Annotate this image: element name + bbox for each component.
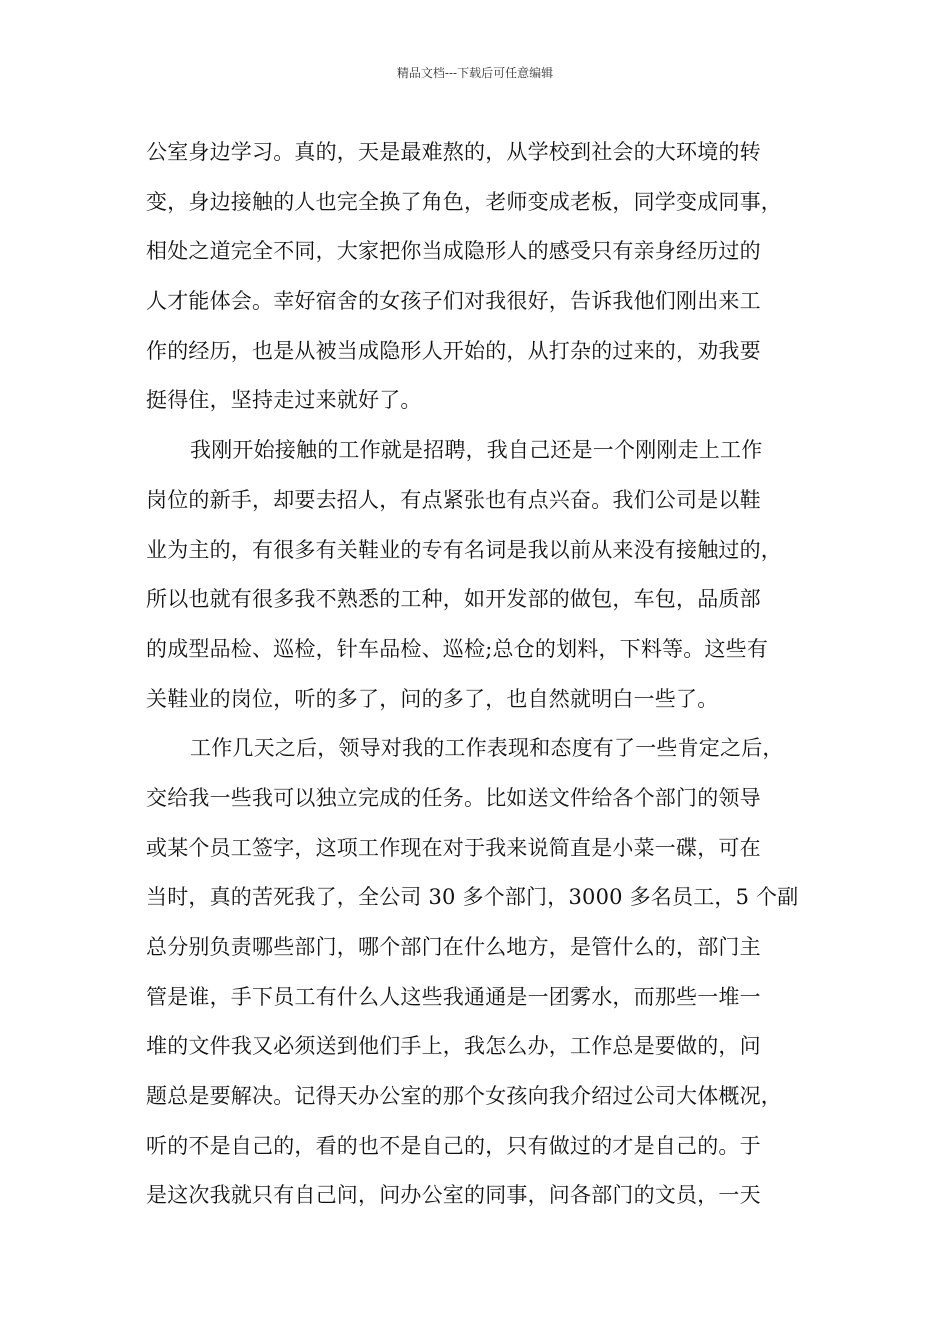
text-line: 管是谁，手下员工有什么人这些我通通是一团雾水，而那些一堆一	[146, 984, 761, 1009]
paragraph-first-line: 我刚开始接触的工作就是招聘，我自己还是一个刚刚走上工作	[190, 438, 763, 463]
text-line: 听的不是自己的，看的也不是自己的，只有做过的才是自己的。于	[146, 1133, 761, 1158]
text-line: 堆的文件我又必须送到他们手上，我怎么办，工作总是要做的，问	[146, 1034, 761, 1059]
text-line: 当时，真的苦死我了，全公司 30 多个部门，3000 多名员工，5 个副	[146, 885, 799, 910]
text-line: 相处之道完全不同，大家把你当成隐形人的感受只有亲身经历过的	[146, 239, 761, 264]
text-line: 总分别负责哪些部门，哪个部门在什么地方，是管什么的，部门主	[146, 935, 761, 959]
text-line: 交给我一些我可以独立完成的任务。比如送文件给各个部门的领导	[146, 785, 761, 810]
text-line: 的成型品检、巡检，针车品检、巡检;总仓的划料，下料等。这些有	[146, 636, 769, 661]
text-line: 或某个员工签字，这项工作现在对于我来说简直是小菜一碟，可在	[146, 835, 761, 860]
text-line: 挺得住，坚持走过来就好了。	[146, 388, 422, 413]
text-line: 关鞋业的岗位，听的多了，问的多了，也自然就明白一些了。	[146, 686, 719, 711]
text-line: 变，身边接触的人也完全换了角色，老师变成老板，同学变成同事，	[146, 189, 782, 214]
text-line: 人才能体会。幸好宿舍的女孩子们对我很好，告诉我他们刚出来工	[146, 289, 761, 314]
text-line: 所以也就有很多我不熟悉的工种，如开发部的做包，车包，品质部	[146, 587, 761, 612]
text-line: 公室身边学习。真的，天是最难熬的，从学校到社会的大环境的转	[146, 140, 761, 164]
text-line: 是这次我就只有自己问，问办公室的同事，问各部门的文员，一天	[146, 1183, 761, 1208]
paragraph-first-line: 工作几天之后，领导对我的工作表现和态度有了一些肯定之后，	[190, 736, 784, 761]
text-line: 业为主的，有很多有关鞋业的专有名词是我以前从来没有接触过的，	[146, 537, 782, 562]
text-line: 作的经历，也是从被当成隐形人开始的，从打杂的过来的，劝我要	[146, 338, 761, 363]
document-body	[146, 128, 826, 1221]
text-line: 题总是要解决。记得天办公室的那个女孩向我介绍过公司大体概况，	[146, 1084, 782, 1109]
text-line: 岗位的新手，却要去招人，有点紧张也有点兴奋。我们公司是以鞋	[146, 487, 761, 512]
page-header: 精品文档---下载后可任意编辑	[396, 66, 554, 80]
